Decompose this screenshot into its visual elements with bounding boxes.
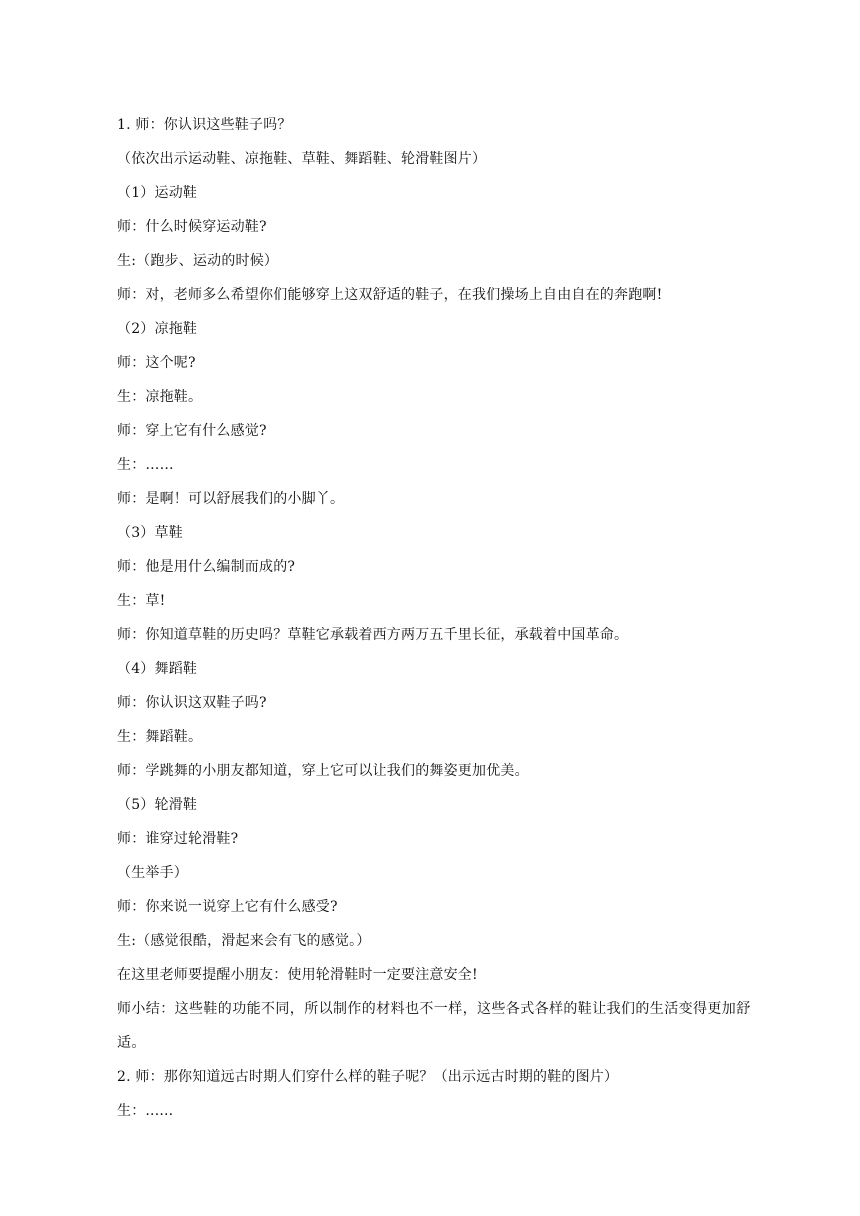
paragraph-teacher-line: 师：你来说一说穿上它有什么感受?: [117, 899, 338, 915]
paragraph-teacher-line: 师：你知道草鞋的历史吗？草鞋它承载着西方两万五千里长征，承载着中国革命。: [117, 627, 629, 643]
heading-straw-sandals: （3）草鞋: [117, 525, 183, 541]
paragraph-teacher-line: 师：学跳舞的小朋友都知道，穿上它可以让我们的舞姿更加优美。: [117, 763, 529, 779]
heading-sandals: （2）凉拖鞋: [117, 321, 198, 337]
paragraph-student-line: 生：草!: [117, 593, 166, 609]
paragraph-question-2: 2. 师：那你知道远古时期人们穿什么样的鞋子呢？（出示远古时期的鞋的图片）: [117, 1069, 619, 1085]
paragraph-show-pictures: （依次出示运动鞋、凉拖鞋、草鞋、舞蹈鞋、轮滑鞋图片）: [117, 151, 487, 167]
paragraph-teacher-line: 师：穿上它有什么感觉?: [117, 423, 267, 439]
paragraph-student-line: 生：……: [117, 457, 174, 473]
paragraph-stage-direction: （生举手）: [117, 865, 188, 881]
paragraph-student-line: 生：......: [117, 1103, 174, 1119]
paragraph-safety-reminder: 在这里老师要提醒小朋友：使用轮滑鞋时一定要注意安全!: [117, 967, 478, 983]
heading-roller-skates: （5）轮滑鞋: [117, 797, 198, 813]
paragraph-teacher-line: 师：你认识这双鞋子吗?: [117, 695, 267, 711]
document-body: [117, 108, 757, 1128]
paragraph-student-line: 生：凉拖鞋。: [117, 389, 203, 405]
heading-dance-shoes: （4）舞蹈鞋: [117, 661, 198, 677]
heading-sports-shoes: （1）运动鞋: [117, 185, 198, 201]
paragraph-student-line: 生:（跑步、运动的时候）: [117, 253, 279, 269]
paragraph-question-1: 1. 师：你认识这些鞋子吗？: [117, 117, 292, 133]
paragraph-teacher-line: 师：对，老师多么希望你们能够穿上这双舒适的鞋子，在我们操场上自由自在的奔跑啊!: [117, 287, 663, 303]
paragraph-student-line: 生：舞蹈鞋。: [117, 729, 203, 745]
paragraph-teacher-summary: 师小结：这些鞋的功能不同，所以制作的材料也不一样，这些各式各样的鞋让我们的生活变得更加舒适。: [117, 1001, 751, 1051]
paragraph-teacher-line: 师：什么时候穿运动鞋?: [117, 219, 267, 235]
paragraph-teacher-line: 师：谁穿过轮滑鞋?: [117, 831, 239, 847]
paragraph-teacher-line: 师：这个呢?: [117, 355, 196, 371]
paragraph-teacher-line: 师：他是用什么编制而成的?: [117, 559, 296, 575]
paragraph-student-line: 生:（感觉很酷，滑起来会有飞的感觉。）: [117, 933, 371, 949]
paragraph-teacher-line: 师：是啊！可以舒展我们的小脚丫。: [117, 491, 345, 507]
